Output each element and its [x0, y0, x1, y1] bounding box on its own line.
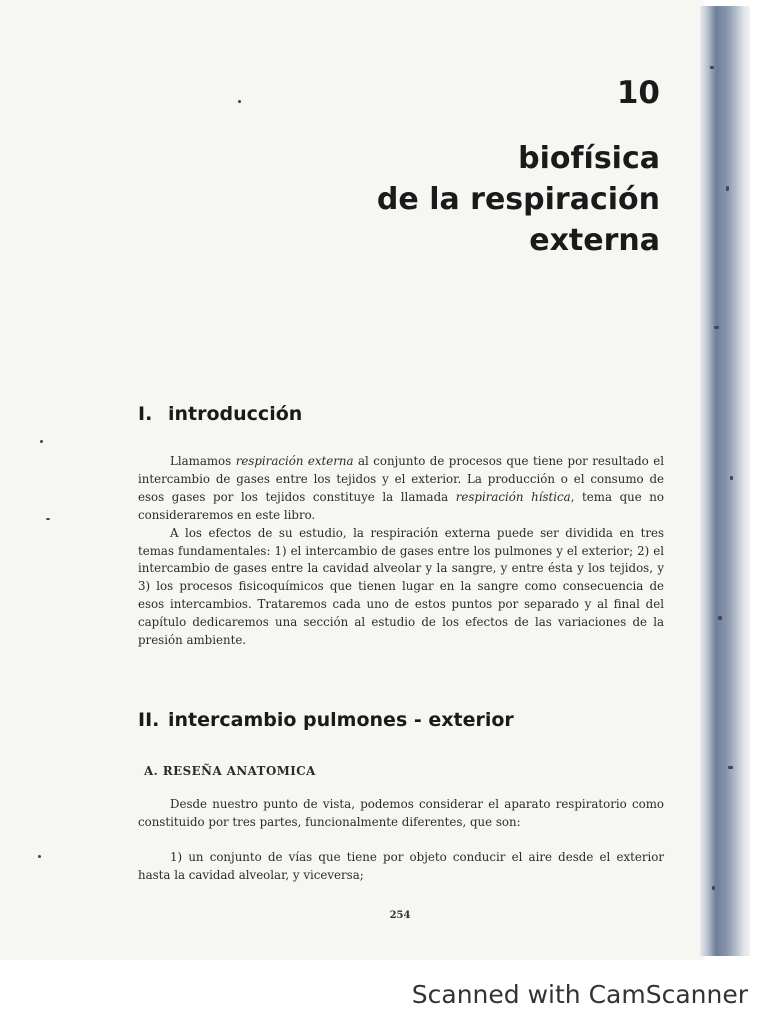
- section-numeral: I.: [138, 403, 153, 425]
- book-spine-shadow: [700, 6, 750, 956]
- section-heading-intercambio: [138, 708, 514, 732]
- section-heading-introduccion: [138, 402, 302, 426]
- chapter-title: [280, 138, 660, 261]
- introduction-text: [138, 453, 664, 650]
- italic-term: respiración hística: [455, 489, 571, 504]
- paragraph: Desde nuestro punto de vista, podemos considerar el aparato respiratorio como constituido por tres partes, funcionalmente diferentes, que son:: [138, 797, 664, 829]
- chapter-title-line-3: externa: [529, 223, 660, 258]
- section-title: intercambio pulmones - exterior: [168, 709, 514, 731]
- anatomy-text: [138, 796, 664, 885]
- page-number: 254: [389, 910, 411, 921]
- section-numeral: II.: [138, 709, 160, 731]
- scan-speck: [238, 100, 241, 103]
- paragraph: 1) un conjunto de vías que tiene por objeto conducir el aire desde el exterior hasta la cavidad alveolar, y viceversa;: [138, 849, 664, 882]
- scan-speck: [46, 518, 50, 520]
- text-run: Llamamos: [170, 454, 236, 468]
- chapter-number: 10: [616, 75, 660, 111]
- section-title: introducción: [168, 403, 303, 425]
- scanner-watermark: Scanned with CamScanner: [411, 980, 748, 1009]
- subsection-heading: A. RESEÑA ANATOMICA: [144, 764, 316, 778]
- scan-speck: [38, 855, 41, 858]
- paragraph: A los efectos de su estudio, la respiración externa puede ser dividida en tres temas fundamentales: 1) el intercambio de gases entre los pulmones y el exterior; 2) el intercambio de gases entre la cavidad alveolar y la sangre, y entre ésta y los tejidos, y 3) los procesos fisicoquímicos que tienen lugar en la sangre como consecuencia de esos intercambios. Trataremos cada uno de estos puntos por separado y al final del capítulo dedicaremos una sección al estudio de los efectos de las variaciones de la presión ambiente.: [138, 525, 664, 648]
- text-run: , tema que no consideraremos en este libro.: [138, 489, 664, 522]
- italic-term: respiración externa: [235, 454, 354, 468]
- paragraph: [138, 453, 664, 525]
- chapter-title-line-1: biofísica: [518, 141, 660, 176]
- text-run: al conjunto de procesos que tiene por resultado el intercambio de gases entre los tejidos y el exterior. La producción o el consumo de esos gases por los tejidos constituye la llamada: [138, 454, 664, 504]
- chapter-title-line-2: de la respiración: [376, 182, 660, 217]
- scan-speck: [40, 440, 43, 443]
